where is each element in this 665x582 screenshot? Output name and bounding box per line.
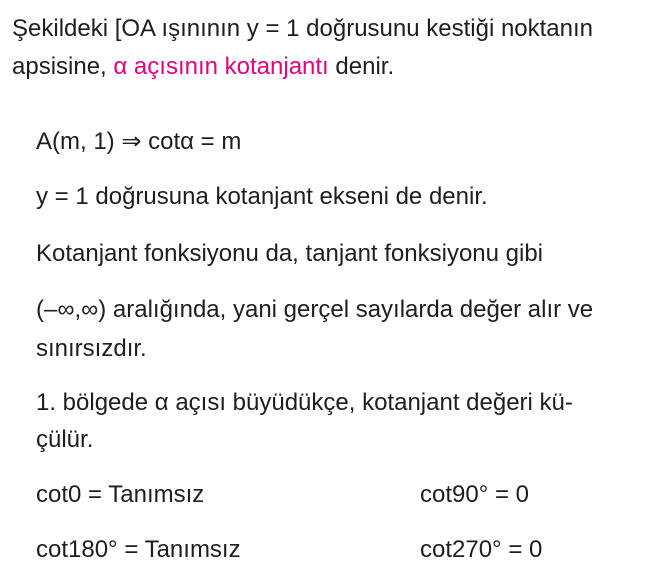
intro-line-2	[12, 52, 394, 82]
range-line-3: sınırsızdır.	[36, 335, 147, 362]
quadrant-line-2: çülür.	[36, 426, 94, 453]
cot270-value: cot270° = 0	[420, 536, 543, 563]
quadrant-line-1: 1. bölgede α açısı büyüdükçe, kotanjant değeri kü-	[36, 389, 573, 416]
axis-note: y = 1 doğrusuna kotanjant ekseni de denir.	[36, 183, 488, 210]
intro-line-1: Şekildeki [OA ışınının y = 1 doğrusunu kestiği noktanın	[12, 15, 594, 42]
intro-line-2-end: denir.	[328, 53, 395, 80]
highlighted-term: α açısının kotanjantı	[113, 53, 329, 80]
formula-line: A(m, 1) ⇒ cotα = m	[36, 128, 242, 155]
cot0-value: cot0 = Tanımsız	[36, 481, 205, 508]
range-line-2: (–∞,∞) aralığında, yani gerçel sayılarda değer alır ve	[36, 296, 594, 323]
cot180-value: cot180° = Tanımsız	[36, 536, 241, 563]
cot90-value: cot90° = 0	[420, 481, 530, 508]
range-line-1: Kotanjant fonksiyonu da, tanjant fonksiyonu gibi	[36, 240, 544, 267]
intro-line-2-start: apsisine,	[12, 53, 114, 80]
